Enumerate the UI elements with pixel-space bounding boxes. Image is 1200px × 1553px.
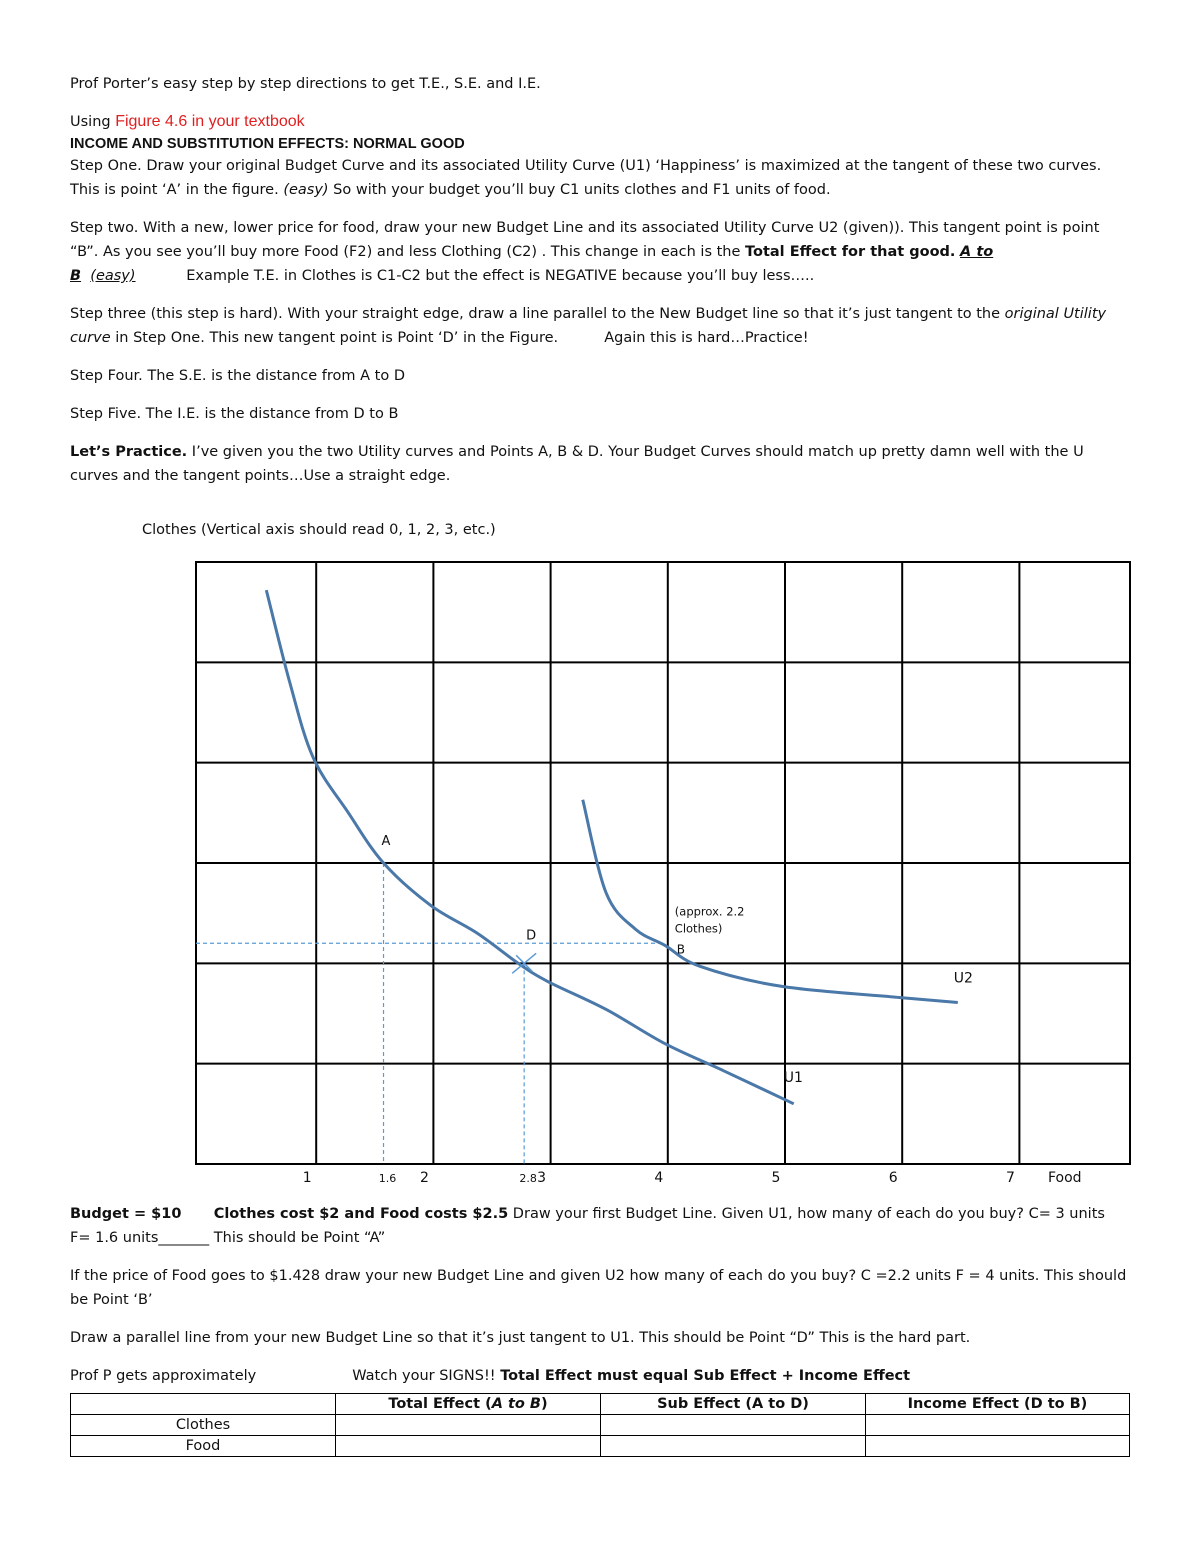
table-header-row — [71, 1394, 1130, 1415]
question-one: Draw your first Budget Line. Given U1, how many of each do you buy? C= 3 units F= 1.6 units_______ This should be Point “A” — [70, 1206, 1105, 1246]
point-label-d: D — [526, 928, 537, 944]
x-tick-label: 4 — [654, 1170, 664, 1186]
step-one-text: Step One. Draw your original Budget Curve and its associated Utility Curve (U1) ‘Happiness’ is maximized at the tangent of these two curves. This is point ‘A’ in the figure. — [70, 158, 1102, 198]
step-two-easy: (easy) — [90, 268, 136, 284]
table-header-blank — [71, 1394, 336, 1415]
cell-clothes-total[interactable] — [336, 1415, 601, 1436]
step-three-text-end: in Step One. This new tangent point is Point ‘D’ in the Figure. — [110, 330, 559, 346]
section-heading: INCOME AND SUBSTITUTION EFFECTS: NORMAL GOOD — [70, 136, 465, 152]
prices: Clothes cost $2 and Food costs $2.5 — [213, 1206, 509, 1222]
step-two-example: Example T.E. in Clothes is C1-C2 but the effect is NEGATIVE because you’ll buy less….. — [186, 268, 815, 284]
row-label-food: Food — [71, 1436, 336, 1457]
step-three-italic: original Utility curve — [70, 306, 1107, 346]
annotation-clothes: Clothes) — [674, 921, 723, 936]
header-income-effect: Income Effect (D to B) — [866, 1394, 1130, 1415]
row-label-clothes: Clothes — [71, 1415, 336, 1436]
x-tick-label: 7 — [1005, 1170, 1015, 1186]
prof-p-label: Prof P gets approximately — [70, 1368, 257, 1384]
step-five: Step Five. The I.E. is the distance from D to B — [70, 406, 399, 422]
cell-clothes-income[interactable] — [866, 1415, 1130, 1436]
practice-bold: Let’s Practice. — [70, 444, 188, 460]
x-axis-label: Food — [1048, 1170, 1082, 1186]
step-two-text: Step two. With a new, lower price for food, draw your new Budget Line and its associated Utility Curve U2 (given)). This tangent point is point “B”. As you see you’ll buy more Food (F2) and less Clothing (C2) . This change in each is the — [70, 220, 1100, 260]
intro-line: Prof Porter’s easy step by step directions to get T.E., S.E. and I.E. — [70, 76, 541, 92]
approx-line — [70, 1364, 1130, 1388]
point-label-a: A — [381, 834, 391, 849]
chart-title: Clothes (Vertical axis should read 0, 1, 2, 3, etc.) — [142, 522, 496, 538]
step-one-text-end: So with your budget you’ll buy C1 units clothes and F1 units of food. — [328, 182, 831, 198]
effect-rule: Total Effect must equal Sub Effect + Income Effect — [500, 1368, 911, 1384]
header-total-effect: Total Effect (A to B) — [336, 1394, 601, 1415]
figure-reference: Figure 4.6 in your textbook — [115, 113, 305, 130]
budget-amount: Budget = $10 — [70, 1206, 182, 1222]
table-row — [71, 1415, 1130, 1436]
cell-food-total[interactable] — [336, 1436, 601, 1457]
x-tick-label: 1.6 — [378, 1172, 397, 1185]
watch-signs: Watch your SIGNS!! — [352, 1368, 501, 1384]
step-three-hard: Again this is hard…Practice! — [604, 330, 809, 346]
x-tick-label: 2.8 — [519, 1172, 537, 1185]
effects-table — [70, 1393, 1130, 1457]
table-row — [71, 1436, 1130, 1457]
question-two: If the price of Food goes to $1.428 draw your new Budget Line and given U2 how many of each do you buy? C =2.2 units F = 4 units. This should be Point ‘B’ — [70, 1268, 1127, 1308]
x-tick-label: 6 — [888, 1170, 898, 1186]
budget-question — [70, 1202, 1130, 1250]
using-prefix: Using — [70, 114, 116, 130]
step-two-a-to-b: A to B — [70, 244, 994, 284]
step-four: Step Four. The S.E. is the distance from A to D — [70, 368, 405, 384]
x-tick-label: 2 — [419, 1170, 429, 1186]
x-tick-label: 5 — [771, 1170, 781, 1186]
cell-clothes-sub[interactable] — [601, 1415, 866, 1436]
step-two-bold: Total Effect for that good. — [745, 244, 956, 260]
x-tick-label: 3 — [537, 1170, 547, 1186]
header-total-italic: A to B — [491, 1396, 541, 1412]
step-one-easy: (easy) — [283, 182, 329, 198]
annotation-approx: (approx. 2.2 — [674, 904, 745, 919]
cell-food-sub[interactable] — [601, 1436, 866, 1457]
point-label-b: B — [676, 942, 686, 957]
problem-section — [70, 1202, 1130, 1388]
series-label-u2: U2 — [953, 970, 973, 987]
step-three-text: Step three (this step is hard). With your straight edge, draw a line parallel to the New Budget line so that it’s just tangent to the — [70, 306, 1005, 322]
question-three: Draw a parallel line from your new Budget Line so that it’s just tangent to U1. This should be Point “D” This is the hard part. — [70, 1330, 971, 1346]
cell-food-income[interactable] — [866, 1436, 1130, 1457]
curve-u1 — [266, 590, 793, 1104]
practice-text: I’ve given you the two Utility curves and Points A, B & D. Your Budget Curves should match up pretty damn well with the U curves and the tangent points…Use a straight edge. — [70, 444, 1084, 484]
series-label-u1: U1 — [783, 1069, 803, 1086]
x-tick-label: 1 — [302, 1170, 312, 1186]
header-sub-effect: Sub Effect (A to D) — [601, 1394, 866, 1415]
header-total-text: Total Effect ( — [388, 1396, 492, 1412]
